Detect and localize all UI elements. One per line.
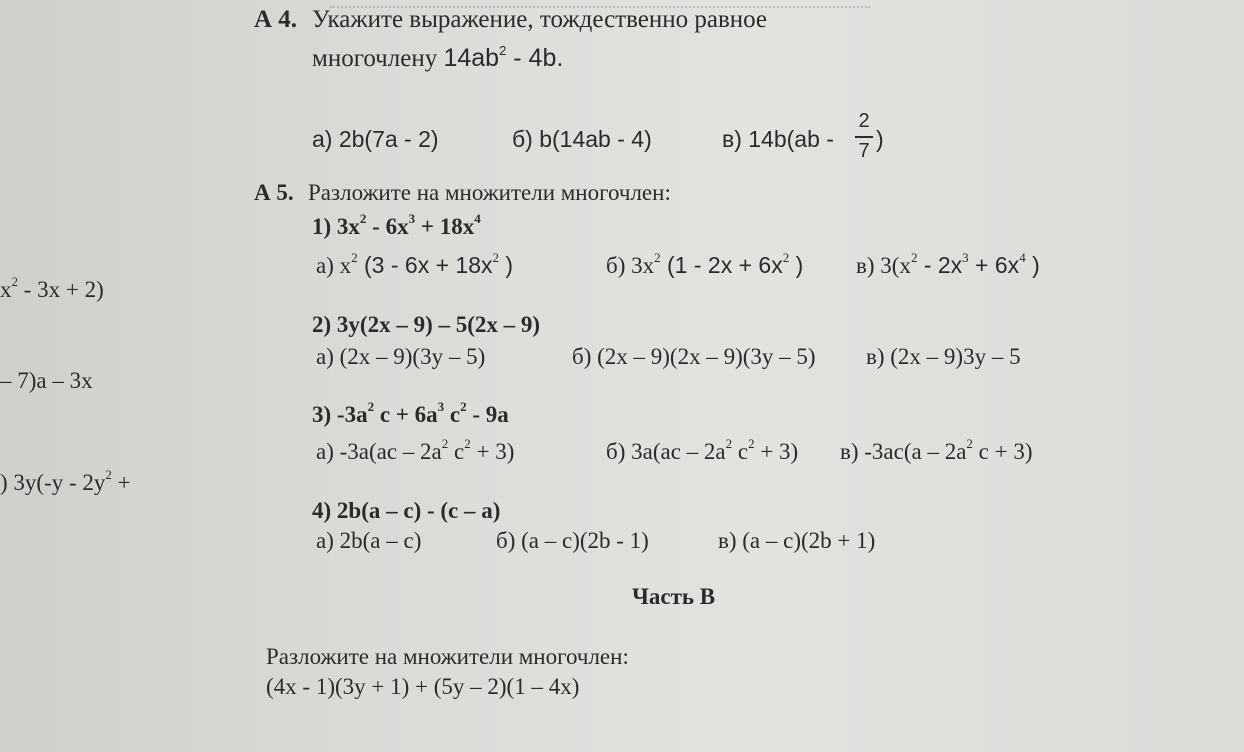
- a5-q4-option-c: в) (a – c)(2b + 1): [718, 528, 876, 553]
- a4-question-line1: Укажите выражение, тождественно равное: [312, 6, 768, 33]
- expr-part: + 18x: [415, 214, 475, 239]
- a5-q2-expression: 2) 3y(2x – 9) – 5(2x – 9): [312, 312, 541, 337]
- opt-part: (1 - 2x + 6x: [660, 252, 783, 278]
- opt-part: в) 3(x: [856, 253, 911, 278]
- part-b-expression: (4x - 1)(3y + 1) + (5y – 2)(1 – 4x): [266, 674, 580, 699]
- a5-q3-expression: [312, 399, 509, 428]
- expr-exp: 3: [408, 211, 416, 226]
- opt-exp: 2: [910, 250, 918, 265]
- expr-part: - 6x: [366, 214, 409, 239]
- fragment-text: x: [0, 277, 12, 302]
- opt-part: + 3): [754, 439, 799, 464]
- opt-exp: 2: [492, 250, 499, 265]
- fragment-text: +: [111, 470, 131, 495]
- a5-title: Разложите на множители многочлен:: [308, 180, 671, 205]
- a5-q4-option-a: а) 2b(a – c): [316, 528, 422, 553]
- opt-exp: 4: [1019, 250, 1026, 265]
- a5-q1-expression: [312, 211, 481, 240]
- left-fragment-3: [0, 467, 131, 496]
- opt-exp: 2: [748, 436, 755, 451]
- a5-q3-option-c: [840, 436, 1033, 465]
- expr-part: 3) -3a: [312, 402, 368, 427]
- opt-part: c: [448, 439, 465, 464]
- expr-part: c: [444, 402, 461, 427]
- fragment-text: ) 3y(-y - 2y: [0, 470, 106, 495]
- part-b-title: Разложите на множители многочлен:: [266, 644, 629, 669]
- a5-q2-option-b: б) (2x – 9)(2x – 9)(3y – 5): [572, 344, 816, 369]
- opt-exp: 2: [966, 436, 973, 451]
- part-b-heading: Часть В: [632, 584, 716, 609]
- fragment-exponent: 2: [105, 467, 112, 482]
- a4-option-b: б) b(14ab - 4): [512, 126, 652, 152]
- a4-poly: 14ab: [443, 44, 500, 72]
- a4-poly: - 4b.: [506, 44, 564, 72]
- a4-option-c: в) 14b(ab -: [722, 126, 834, 152]
- a4-fraction-denominator: 7: [858, 140, 870, 162]
- a5-q3-option-a: [316, 436, 515, 465]
- a4-prefix: многочлену: [312, 45, 444, 72]
- opt-part: ): [499, 252, 514, 278]
- a5-q2-option-a: а) (2x – 9)(3y – 5): [316, 344, 486, 369]
- a4-fraction-bar: [855, 136, 873, 138]
- a4-fraction-numerator: 2: [858, 110, 870, 132]
- opt-exp: 2: [441, 436, 449, 451]
- opt-exp: 2: [782, 250, 790, 265]
- expr-exp: 2: [367, 399, 375, 414]
- opt-part: б) 3a(ac – 2a: [606, 439, 726, 464]
- opt-part: + 6x: [968, 252, 1020, 278]
- left-fragment-2: – 7)a – 3x: [0, 368, 93, 393]
- a5-q1-option-b: [606, 252, 803, 279]
- a4-option-a: а) 2b(7a - 2): [312, 126, 439, 152]
- expr-part: 1) 3x: [312, 214, 360, 239]
- opt-exp: 2: [654, 250, 661, 265]
- expr-part: c + 6a: [374, 402, 438, 427]
- a5-q1-option-c: [856, 252, 1040, 279]
- a5-q2-option-c: в) (2x – 9)3y – 5: [866, 344, 1021, 369]
- expr-exp: 2: [359, 211, 367, 226]
- a5-q4-option-b: б) (a – c)(2b - 1): [496, 528, 649, 553]
- opt-part: - 2x: [917, 252, 963, 278]
- opt-part: (3 - 6x + 18x: [357, 252, 493, 278]
- expr-exp: 3: [437, 399, 445, 414]
- opt-exp: 2: [464, 436, 471, 451]
- opt-part: а) -3a(ac – 2a: [316, 439, 442, 464]
- a4-question-line2: [312, 44, 563, 73]
- opt-exp: 3: [962, 250, 969, 265]
- expr-part: - 9a: [466, 402, 509, 427]
- opt-part: ): [789, 252, 804, 278]
- a5-q3-option-b: [606, 436, 799, 465]
- a5-number: А 5.: [254, 180, 294, 205]
- opt-part: c + 3): [972, 439, 1033, 464]
- a4-poly-exp: 2: [499, 43, 507, 58]
- fragment-exponent: 2: [11, 274, 18, 289]
- opt-part: + 3): [470, 439, 515, 464]
- opt-part: ): [1025, 252, 1040, 278]
- opt-part: c: [732, 439, 749, 464]
- a4-option-c-close: ): [876, 126, 884, 152]
- left-fragment-1: [0, 274, 104, 303]
- a4-number: А 4.: [254, 6, 298, 33]
- opt-exp: 2: [725, 436, 733, 451]
- a5-q1-option-a: [316, 252, 513, 279]
- opt-part: а) x: [316, 253, 352, 278]
- expr-exp: 2: [460, 399, 467, 414]
- a5-q4-expression: 4) 2b(a – c) - (c – a): [312, 498, 501, 523]
- opt-exp: 2: [351, 250, 358, 265]
- expr-exp: 4: [474, 211, 481, 226]
- opt-part: в) -3ac(a – 2a: [840, 439, 967, 464]
- fragment-text: - 3x + 2): [18, 277, 104, 302]
- opt-part: б) 3x: [606, 253, 655, 278]
